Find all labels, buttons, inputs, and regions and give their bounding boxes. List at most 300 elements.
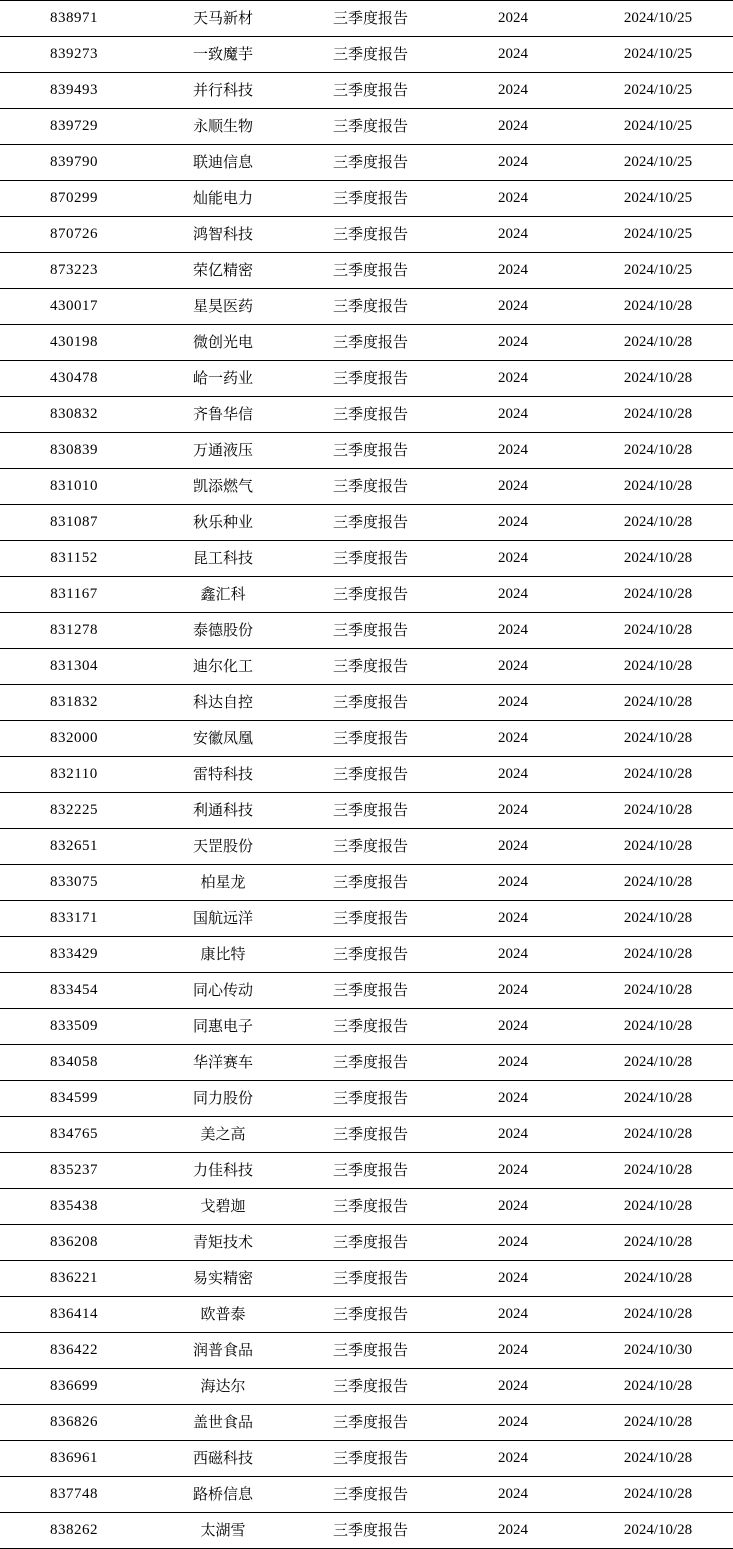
cell-disclosure-date: 2024/10/28 — [583, 397, 733, 433]
cell-disclosure-date: 2024/10/28 — [583, 937, 733, 973]
table-row — [0, 649, 733, 685]
cell-company-name: 力佳科技 — [148, 1153, 298, 1189]
cell-company-name: 联迪信息 — [148, 145, 298, 181]
table-row — [0, 541, 733, 577]
table-row — [0, 973, 733, 1009]
security-code-text: 831278 — [50, 622, 98, 638]
cell-disclosure-date: 2024/10/28 — [583, 1405, 733, 1441]
security-code-text: 830839 — [50, 442, 98, 458]
cell-security-code — [0, 757, 148, 793]
security-code-text: 839273 — [50, 46, 98, 62]
cell-company-name: 峆一药业 — [148, 361, 298, 397]
cell-report-type: 三季度报告 — [298, 1225, 443, 1261]
cell-disclosure-date: 2024/10/28 — [583, 1369, 733, 1405]
cell-report-type: 三季度报告 — [298, 1513, 443, 1549]
table-row — [0, 1261, 733, 1297]
table-row — [0, 577, 733, 613]
security-code-text: 833454 — [50, 982, 98, 998]
security-code-text: 834058 — [50, 1054, 98, 1070]
cell-security-code — [0, 721, 148, 757]
cell-report-year: 2024 — [443, 1369, 583, 1405]
cell-security-code — [0, 1225, 148, 1261]
cell-report-type: 三季度报告 — [298, 1477, 443, 1513]
cell-disclosure-date: 2024/10/25 — [583, 145, 733, 181]
cell-company-name: 星昊医药 — [148, 289, 298, 325]
cell-report-type: 三季度报告 — [298, 109, 443, 145]
cell-company-name: 戈碧迦 — [148, 1189, 298, 1225]
security-code-text: 430198 — [50, 334, 98, 350]
cell-disclosure-date: 2024/10/28 — [583, 721, 733, 757]
table-row — [0, 505, 733, 541]
security-code-text: 870726 — [50, 226, 98, 242]
cell-report-type: 三季度报告 — [298, 685, 443, 721]
security-code-text: 831087 — [50, 514, 98, 530]
cell-report-year: 2024 — [443, 1189, 583, 1225]
cell-company-name: 昆工科技 — [148, 541, 298, 577]
security-code-text: 830832 — [50, 406, 98, 422]
cell-company-name: 永顺生物 — [148, 109, 298, 145]
cell-disclosure-date: 2024/10/28 — [583, 325, 733, 361]
cell-report-year: 2024 — [443, 721, 583, 757]
security-code-text: 832110 — [50, 766, 98, 782]
table-row — [0, 1045, 733, 1081]
cell-disclosure-date: 2024/10/28 — [583, 541, 733, 577]
cell-disclosure-date: 2024/10/28 — [583, 1081, 733, 1117]
cell-report-type: 三季度报告 — [298, 37, 443, 73]
security-code-text: 839790 — [50, 154, 98, 170]
cell-report-type: 三季度报告 — [298, 613, 443, 649]
cell-report-type: 三季度报告 — [298, 469, 443, 505]
cell-company-name: 万通液压 — [148, 433, 298, 469]
cell-report-year: 2024 — [443, 1225, 583, 1261]
cell-security-code — [0, 865, 148, 901]
security-code-text: 831832 — [50, 694, 98, 710]
security-code-text: 832651 — [50, 838, 98, 854]
table-row — [0, 1513, 733, 1549]
cell-report-type: 三季度报告 — [298, 397, 443, 433]
security-code-text: 836826 — [50, 1414, 98, 1430]
cell-disclosure-date: 2024/10/30 — [583, 1333, 733, 1369]
cell-company-name: 并行科技 — [148, 73, 298, 109]
cell-security-code — [0, 613, 148, 649]
cell-report-year: 2024 — [443, 145, 583, 181]
cell-security-code — [0, 937, 148, 973]
cell-security-code — [0, 1189, 148, 1225]
table-row — [0, 1333, 733, 1369]
table-row — [0, 613, 733, 649]
cell-report-type: 三季度报告 — [298, 433, 443, 469]
cell-security-code — [0, 217, 148, 253]
cell-disclosure-date: 2024/10/25 — [583, 109, 733, 145]
cell-disclosure-date: 2024/10/28 — [583, 1153, 733, 1189]
cell-security-code — [0, 1369, 148, 1405]
cell-security-code — [0, 253, 148, 289]
security-code-text: 839729 — [50, 118, 98, 134]
cell-company-name: 路桥信息 — [148, 1477, 298, 1513]
cell-disclosure-date: 2024/10/25 — [583, 73, 733, 109]
cell-company-name: 齐鲁华信 — [148, 397, 298, 433]
cell-report-type: 三季度报告 — [298, 181, 443, 217]
cell-report-type: 三季度报告 — [298, 289, 443, 325]
cell-report-year: 2024 — [443, 1513, 583, 1549]
cell-company-name: 鑫汇科 — [148, 577, 298, 613]
security-code-text: 831167 — [50, 586, 98, 602]
cell-report-type: 三季度报告 — [298, 1405, 443, 1441]
security-code-text: 873223 — [50, 262, 98, 278]
cell-report-year: 2024 — [443, 1261, 583, 1297]
security-code-text: 831010 — [50, 478, 98, 494]
table-row — [0, 721, 733, 757]
cell-report-year: 2024 — [443, 109, 583, 145]
cell-disclosure-date: 2024/10/28 — [583, 613, 733, 649]
cell-report-type: 三季度报告 — [298, 1153, 443, 1189]
cell-security-code — [0, 1009, 148, 1045]
table-row — [0, 1153, 733, 1189]
security-code-text: 831152 — [50, 550, 98, 566]
table-row — [0, 901, 733, 937]
cell-disclosure-date: 2024/10/28 — [583, 757, 733, 793]
cell-report-year: 2024 — [443, 1441, 583, 1477]
cell-report-type: 三季度报告 — [298, 973, 443, 1009]
cell-security-code — [0, 1297, 148, 1333]
cell-report-year: 2024 — [443, 541, 583, 577]
cell-report-year: 2024 — [443, 1009, 583, 1045]
table-row — [0, 1189, 733, 1225]
cell-report-year: 2024 — [443, 1333, 583, 1369]
cell-report-year: 2024 — [443, 757, 583, 793]
cell-disclosure-date: 2024/10/28 — [583, 433, 733, 469]
table-row — [0, 325, 733, 361]
cell-report-year: 2024 — [443, 1117, 583, 1153]
table-row — [0, 73, 733, 109]
cell-security-code — [0, 1405, 148, 1441]
table-row — [0, 217, 733, 253]
cell-security-code — [0, 37, 148, 73]
table-row — [0, 181, 733, 217]
security-code-text: 832000 — [50, 730, 98, 746]
cell-report-year: 2024 — [443, 37, 583, 73]
cell-report-type: 三季度报告 — [298, 901, 443, 937]
cell-security-code — [0, 541, 148, 577]
table-row — [0, 433, 733, 469]
table-row — [0, 757, 733, 793]
cell-security-code — [0, 901, 148, 937]
cell-report-type: 三季度报告 — [298, 1081, 443, 1117]
cell-security-code — [0, 505, 148, 541]
cell-disclosure-date: 2024/10/28 — [583, 685, 733, 721]
cell-report-type: 三季度报告 — [298, 793, 443, 829]
cell-report-type: 三季度报告 — [298, 73, 443, 109]
cell-report-type: 三季度报告 — [298, 1117, 443, 1153]
table-row — [0, 289, 733, 325]
cell-company-name: 青矩技术 — [148, 1225, 298, 1261]
table-row — [0, 829, 733, 865]
cell-report-type: 三季度报告 — [298, 649, 443, 685]
cell-report-type: 三季度报告 — [298, 1189, 443, 1225]
table-row — [0, 1441, 733, 1477]
cell-report-type: 三季度报告 — [298, 1, 443, 37]
cell-disclosure-date: 2024/10/28 — [583, 973, 733, 1009]
cell-security-code — [0, 1, 148, 37]
cell-disclosure-date: 2024/10/28 — [583, 865, 733, 901]
cell-disclosure-date: 2024/10/28 — [583, 649, 733, 685]
cell-disclosure-date: 2024/10/28 — [583, 1477, 733, 1513]
cell-report-type: 三季度报告 — [298, 253, 443, 289]
cell-disclosure-date: 2024/10/28 — [583, 1117, 733, 1153]
cell-report-type: 三季度报告 — [298, 217, 443, 253]
cell-company-name: 欧普泰 — [148, 1297, 298, 1333]
table-row — [0, 1081, 733, 1117]
table-row — [0, 937, 733, 973]
cell-security-code — [0, 1441, 148, 1477]
cell-report-type: 三季度报告 — [298, 361, 443, 397]
security-code-text: 833509 — [50, 1018, 98, 1034]
cell-report-type: 三季度报告 — [298, 577, 443, 613]
cell-report-year: 2024 — [443, 901, 583, 937]
security-code-text: 835438 — [50, 1198, 98, 1214]
cell-report-year: 2024 — [443, 73, 583, 109]
cell-disclosure-date: 2024/10/28 — [583, 1297, 733, 1333]
table-row — [0, 397, 733, 433]
cell-security-code — [0, 73, 148, 109]
security-code-text: 870299 — [50, 190, 98, 206]
security-code-text: 834765 — [50, 1126, 98, 1142]
cell-report-year: 2024 — [443, 1081, 583, 1117]
cell-company-name: 安徽凤凰 — [148, 721, 298, 757]
cell-report-type: 三季度报告 — [298, 865, 443, 901]
cell-report-type: 三季度报告 — [298, 1045, 443, 1081]
cell-security-code — [0, 1153, 148, 1189]
cell-report-year: 2024 — [443, 1477, 583, 1513]
cell-security-code — [0, 109, 148, 145]
security-code-text: 833429 — [50, 946, 98, 962]
cell-report-year: 2024 — [443, 865, 583, 901]
cell-company-name: 海达尔 — [148, 1369, 298, 1405]
cell-company-name: 国航远洋 — [148, 901, 298, 937]
cell-disclosure-date: 2024/10/28 — [583, 469, 733, 505]
cell-security-code — [0, 289, 148, 325]
cell-company-name: 西磁科技 — [148, 1441, 298, 1477]
cell-security-code — [0, 793, 148, 829]
cell-disclosure-date: 2024/10/25 — [583, 1, 733, 37]
table-row — [0, 793, 733, 829]
cell-report-type: 三季度报告 — [298, 1297, 443, 1333]
cell-report-type: 三季度报告 — [298, 1009, 443, 1045]
cell-disclosure-date: 2024/10/28 — [583, 361, 733, 397]
cell-company-name: 凯添燃气 — [148, 469, 298, 505]
cell-security-code — [0, 577, 148, 613]
cell-security-code — [0, 361, 148, 397]
cell-company-name: 迪尔化工 — [148, 649, 298, 685]
table-row — [0, 469, 733, 505]
cell-disclosure-date: 2024/10/28 — [583, 505, 733, 541]
cell-company-name: 美之高 — [148, 1117, 298, 1153]
cell-disclosure-date: 2024/10/25 — [583, 217, 733, 253]
cell-security-code — [0, 1333, 148, 1369]
cell-report-year: 2024 — [443, 325, 583, 361]
security-code-text: 832225 — [50, 802, 98, 818]
security-code-text: 835237 — [50, 1162, 98, 1178]
cell-company-name: 康比特 — [148, 937, 298, 973]
cell-report-year: 2024 — [443, 685, 583, 721]
cell-disclosure-date: 2024/10/28 — [583, 1225, 733, 1261]
cell-report-type: 三季度报告 — [298, 829, 443, 865]
cell-company-name: 同惠电子 — [148, 1009, 298, 1045]
security-code-text: 833075 — [50, 874, 98, 890]
security-code-text: 833171 — [50, 910, 98, 926]
cell-report-year: 2024 — [443, 397, 583, 433]
security-code-text: 430478 — [50, 370, 98, 386]
cell-company-name: 易实精密 — [148, 1261, 298, 1297]
cell-disclosure-date: 2024/10/28 — [583, 1513, 733, 1549]
table-body — [0, 1, 733, 1549]
cell-report-year: 2024 — [443, 973, 583, 1009]
cell-company-name: 科达自控 — [148, 685, 298, 721]
cell-company-name: 雷特科技 — [148, 757, 298, 793]
cell-company-name: 鸿智科技 — [148, 217, 298, 253]
cell-report-year: 2024 — [443, 217, 583, 253]
cell-company-name: 微创光电 — [148, 325, 298, 361]
cell-security-code — [0, 433, 148, 469]
cell-report-type: 三季度报告 — [298, 1369, 443, 1405]
table-row — [0, 1477, 733, 1513]
security-code-text: 836699 — [50, 1378, 98, 1394]
cell-disclosure-date: 2024/10/25 — [583, 253, 733, 289]
cell-disclosure-date: 2024/10/28 — [583, 577, 733, 613]
cell-report-type: 三季度报告 — [298, 1333, 443, 1369]
table-row — [0, 253, 733, 289]
cell-company-name: 柏星龙 — [148, 865, 298, 901]
cell-security-code — [0, 325, 148, 361]
security-code-text: 430017 — [50, 298, 98, 314]
cell-report-year: 2024 — [443, 253, 583, 289]
table-row — [0, 37, 733, 73]
cell-report-year: 2024 — [443, 793, 583, 829]
cell-report-type: 三季度报告 — [298, 145, 443, 181]
security-code-text: 836961 — [50, 1450, 98, 1466]
security-code-text: 836221 — [50, 1270, 98, 1286]
security-code-text: 831304 — [50, 658, 98, 674]
table-row — [0, 685, 733, 721]
cell-security-code — [0, 1081, 148, 1117]
cell-company-name: 一致魔芋 — [148, 37, 298, 73]
cell-company-name: 润普食品 — [148, 1333, 298, 1369]
cell-report-year: 2024 — [443, 613, 583, 649]
cell-report-year: 2024 — [443, 649, 583, 685]
cell-security-code — [0, 1261, 148, 1297]
cell-disclosure-date: 2024/10/28 — [583, 829, 733, 865]
table-row — [0, 865, 733, 901]
table-row — [0, 1369, 733, 1405]
cell-company-name: 秋乐种业 — [148, 505, 298, 541]
cell-disclosure-date: 2024/10/28 — [583, 1261, 733, 1297]
cell-security-code — [0, 1477, 148, 1513]
cell-report-type: 三季度报告 — [298, 721, 443, 757]
cell-report-type: 三季度报告 — [298, 505, 443, 541]
table-row — [0, 361, 733, 397]
cell-report-type: 三季度报告 — [298, 1261, 443, 1297]
cell-report-year: 2024 — [443, 505, 583, 541]
cell-report-year: 2024 — [443, 469, 583, 505]
cell-company-name: 同力股份 — [148, 1081, 298, 1117]
security-code-text: 836208 — [50, 1234, 98, 1250]
cell-report-year: 2024 — [443, 829, 583, 865]
cell-security-code — [0, 145, 148, 181]
cell-disclosure-date: 2024/10/28 — [583, 1441, 733, 1477]
cell-disclosure-date: 2024/10/28 — [583, 1009, 733, 1045]
cell-disclosure-date: 2024/10/28 — [583, 793, 733, 829]
table-row — [0, 1009, 733, 1045]
cell-disclosure-date: 2024/10/25 — [583, 37, 733, 73]
cell-report-year: 2024 — [443, 1153, 583, 1189]
cell-security-code — [0, 973, 148, 1009]
cell-security-code — [0, 1117, 148, 1153]
cell-report-year: 2024 — [443, 181, 583, 217]
security-code-text: 838971 — [50, 10, 98, 26]
table-row — [0, 145, 733, 181]
cell-company-name: 天罡股份 — [148, 829, 298, 865]
cell-report-type: 三季度报告 — [298, 1441, 443, 1477]
cell-company-name: 泰德股份 — [148, 613, 298, 649]
cell-security-code — [0, 1045, 148, 1081]
table-row — [0, 1, 733, 37]
security-code-text: 836422 — [50, 1342, 98, 1358]
cell-company-name: 灿能电力 — [148, 181, 298, 217]
cell-report-year: 2024 — [443, 1, 583, 37]
cell-security-code — [0, 685, 148, 721]
cell-report-year: 2024 — [443, 577, 583, 613]
cell-disclosure-date: 2024/10/28 — [583, 1189, 733, 1225]
table-row — [0, 1297, 733, 1333]
cell-report-year: 2024 — [443, 1297, 583, 1333]
cell-disclosure-date: 2024/10/28 — [583, 901, 733, 937]
cell-security-code — [0, 1513, 148, 1549]
cell-report-year: 2024 — [443, 433, 583, 469]
cell-company-name: 华洋赛车 — [148, 1045, 298, 1081]
cell-security-code — [0, 181, 148, 217]
security-code-text: 837748 — [50, 1486, 98, 1502]
cell-company-name: 盖世食品 — [148, 1405, 298, 1441]
cell-report-type: 三季度报告 — [298, 541, 443, 577]
cell-report-year: 2024 — [443, 1045, 583, 1081]
cell-disclosure-date: 2024/10/28 — [583, 1045, 733, 1081]
security-code-text: 834599 — [50, 1090, 98, 1106]
cell-report-type: 三季度报告 — [298, 937, 443, 973]
cell-company-name: 太湖雪 — [148, 1513, 298, 1549]
security-code-text: 838262 — [50, 1522, 98, 1538]
cell-report-year: 2024 — [443, 361, 583, 397]
cell-report-type: 三季度报告 — [298, 325, 443, 361]
cell-company-name: 荣亿精密 — [148, 253, 298, 289]
table-row — [0, 1405, 733, 1441]
cell-report-year: 2024 — [443, 289, 583, 325]
table-row — [0, 1117, 733, 1153]
cell-security-code — [0, 469, 148, 505]
cell-company-name: 同心传动 — [148, 973, 298, 1009]
cell-disclosure-date: 2024/10/28 — [583, 289, 733, 325]
table-row — [0, 1225, 733, 1261]
cell-security-code — [0, 397, 148, 433]
cell-company-name: 天马新材 — [148, 1, 298, 37]
security-code-text: 839493 — [50, 82, 98, 98]
cell-security-code — [0, 829, 148, 865]
cell-report-year: 2024 — [443, 937, 583, 973]
cell-company-name: 利通科技 — [148, 793, 298, 829]
cell-report-year: 2024 — [443, 1405, 583, 1441]
table-row — [0, 109, 733, 145]
cell-security-code — [0, 649, 148, 685]
cell-report-type: 三季度报告 — [298, 757, 443, 793]
